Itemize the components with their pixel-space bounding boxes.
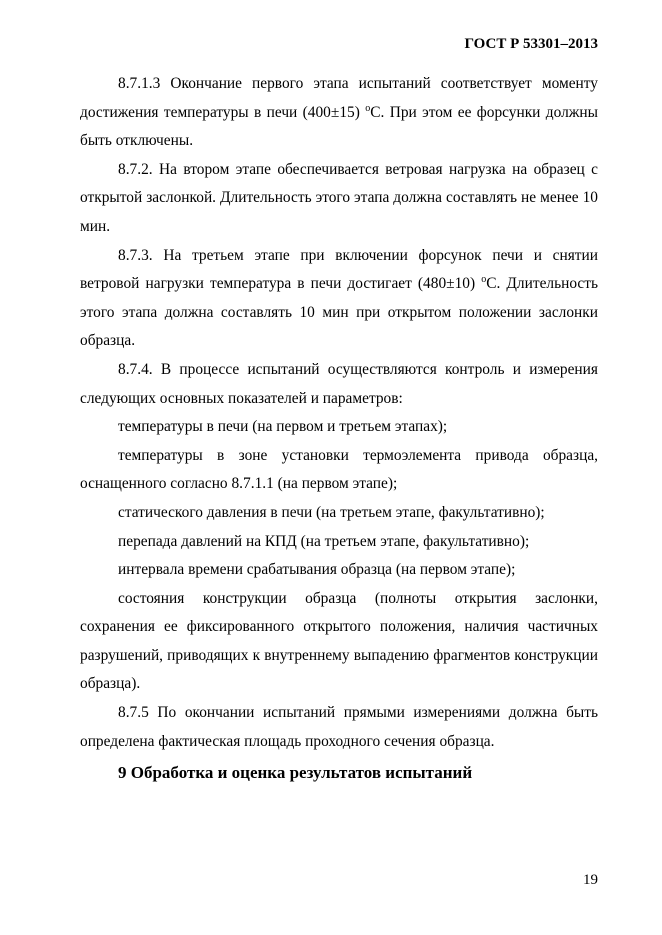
paragraph-text: С. При этом ее форсунки должны быть отключены.: [80, 103, 599, 150]
paragraph-8-7-3: [80, 242, 598, 356]
degree-mark: o: [481, 274, 487, 286]
paragraph-8-7-4: 8.7.4. В процессе испытаний осуществляются контроль и измерения следующих основных показателей и параметров:: [80, 360, 598, 407]
paragraph-8-7-5: 8.7.5 По окончании испытаний прямыми измерениями должна быть определена фактическая площадь проходного сечения образца.: [80, 704, 598, 750]
degree-mark: o: [365, 102, 371, 114]
page-number: 19: [583, 872, 598, 888]
paragraph-8-7-2: 8.7.2. На втором этапе обеспечивается ветровая нагрузка на образец с открытой заслонкой. Длительность этого этапа должна составлять не менее 10 мин.: [80, 160, 598, 235]
document-id: ГОСТ Р 53301–2013: [464, 36, 598, 52]
section-heading: 9 Обработка и оценка результатов испытаний: [118, 763, 473, 782]
list-item: статического давления в печи (на третьем этапе, факультативно);: [118, 503, 545, 521]
list-item: интервала времени срабатывания образца (на первом этапе);: [118, 561, 516, 579]
paragraph-text: 8.7.1.3 Окончание первого этапа испытаний соответствует моменту достижения температуры в печи (400±15): [80, 75, 598, 121]
list-item: температуры в печи (на первом и третьем этапах);: [118, 418, 448, 436]
document-body: [80, 70, 598, 756]
paragraph-text: С. Длительность этого этапа должна составлять 10 мин при открытом положении заслонки образца.: [80, 275, 598, 350]
paragraph-text: 8.7.3. На третьем этапе при включении форсунок печи и снятии ветровой нагрузки температура в печи достигает (480±10): [80, 246, 598, 293]
list-item: состояния конструкции образца (полноты открытия заслонки, сохранения ее фиксированного открытого положения, наличия частичных разрушений, приводящих к внутреннему выпадению фрагментов конструкции образца).: [80, 589, 598, 693]
list-item: температуры в зоне установки термоэлемента привода образца, оснащенного согласно 8.7.1.1 (на первом этапе);: [80, 446, 598, 493]
list-item: перепада давлений на КПД (на третьем этапе, факультативно);: [118, 532, 530, 550]
paragraph-8-7-1-3: [80, 70, 598, 156]
